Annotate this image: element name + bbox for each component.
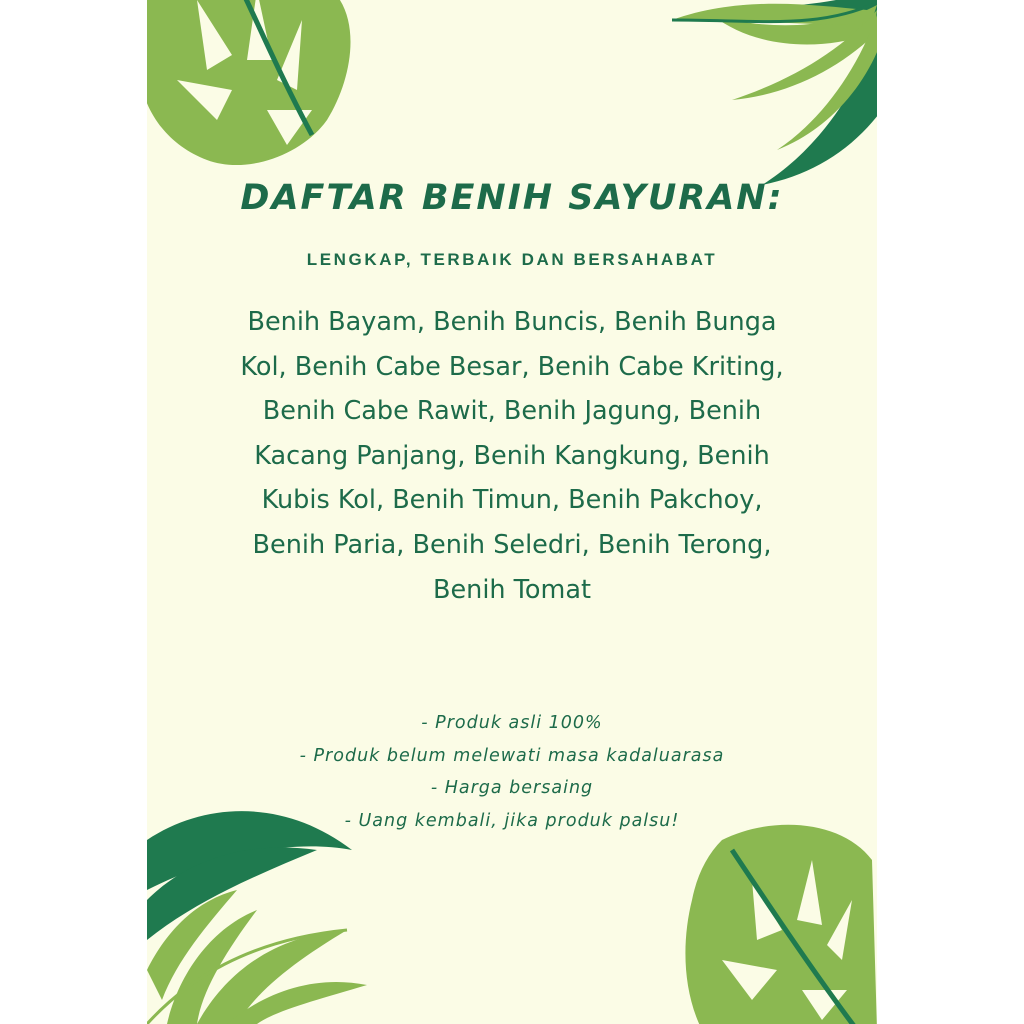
- page-title: DAFTAR BENIH SAYURAN:: [240, 178, 784, 218]
- monstera-leaf-bottom-right: [682, 820, 877, 1024]
- page-subtitle: LENGKAP, TERBAIK DAN BERSAHABAT: [306, 250, 718, 269]
- seed-list: Benih Bayam, Benih Buncis, Benih Bunga Kol, Benih Cabe Besar, Benih Cabe Kriting, Benih Cabe Rawit, Benih Jagung, Benih Kacang Panjang, Benih Kangkung, Benih Kubis Kol, Benih Timun, Benih Pakchoy, Benih Paria, Benih Seledri, Benih Terong, Benih Tomat: [240, 307, 784, 605]
- monstera-leaf-top-left: [147, 0, 367, 175]
- feature-item: - Produk belum melewati masa kadaluarasa: [299, 745, 725, 766]
- poster: [147, 0, 877, 1024]
- feature-list: [147, 707, 877, 837]
- feature-item: - Uang kembali, jika produk palsu!: [344, 810, 680, 831]
- feature-item: - Produk asli 100%: [421, 713, 603, 733]
- feature-item: - Harga bersaing: [430, 778, 594, 798]
- palm-frond-top-right: [612, 0, 877, 190]
